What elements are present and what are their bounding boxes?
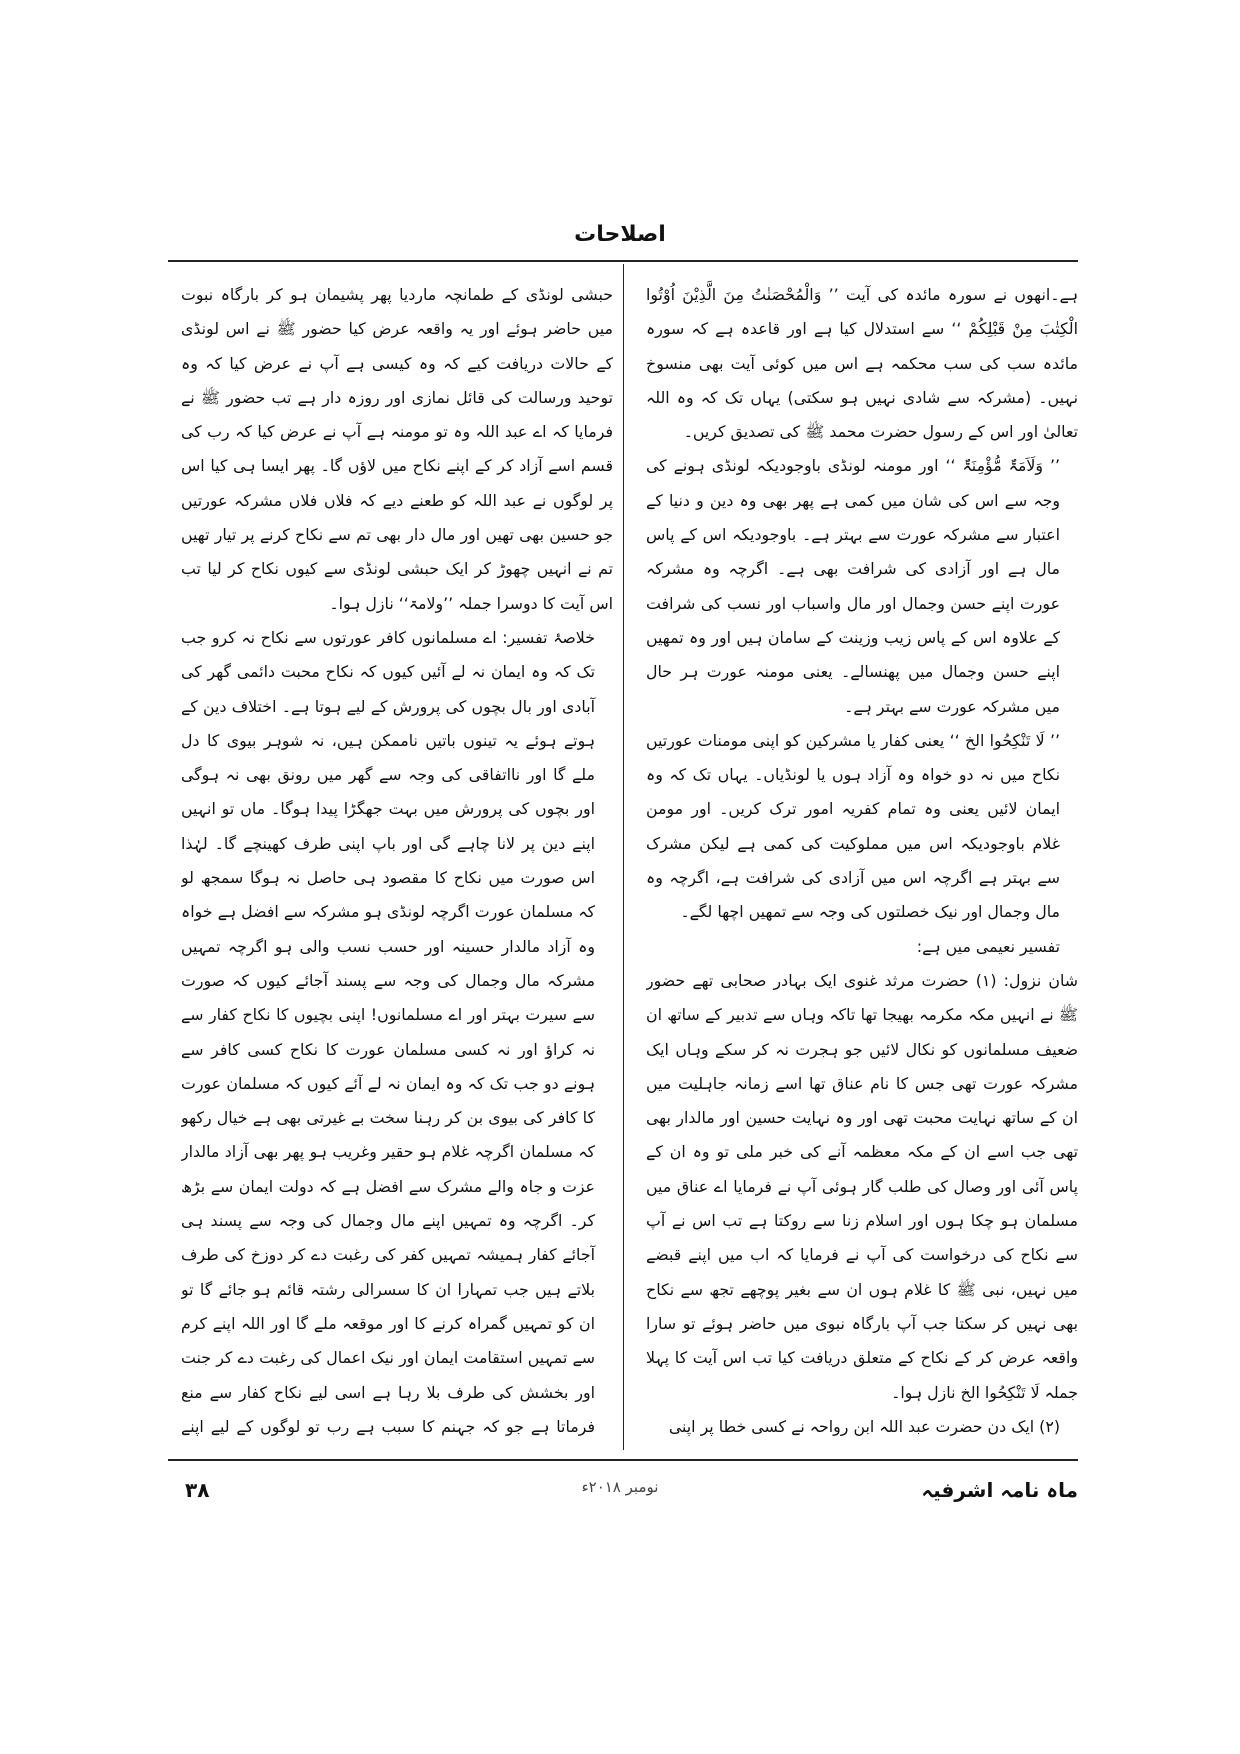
paragraph: ہے۔انھوں نے سورہ مائدہ کی آیت ’’ وَالْمُحْصَنٰتُ مِنَ الَّذِیْنَ اُوْتُوا الْکِتٰبَ مِنْ قَبْلِکُمْ ‘‘ سے استدلال کیا ہے اور قاعدہ ہے کہ سورہ مائدہ سب کی سب محکمہ ہے اس میں کوئی آیت بھی منسوخ نہیں۔ (مشرکہ سے شادی نہیں ہو سکتی) یہاں تک کہ وہ اللہ تعالیٰ اور اس کے رسول حضرت محمد ﷺ کی تصدیق کریں۔ bbox=[646, 285, 1078, 442]
paragraph: ’’ وَلَاَمَۃٌ مُّؤْمِنَۃٌ ‘‘ اور مومنہ لونڈی باوجودیکہ لونڈی ہونے کی وجہ سے اس کی شان میں کمی ہے پھر بھی وہ دین و دنیا کے اعتبار سے مشرکہ عورت سے بہتر ہے۔ باوجودیکہ اس کے پاس مال ہے اور آزادی کی شرافت بھی ہے۔ اگرچہ وہ مشرکہ عورت اپنے حسن وجمال اور مال واسباب اور نسب کی شرافت کے علاوہ اس کے پاس زیب وزینت کے سامان ہیں اور وہ تمھیں اپنے حسن وجمال میں پھنسالے۔ یعنی مومنہ عورت ہر حال میں مشرکہ عورت سے بہتر ہے۔ bbox=[646, 456, 1060, 716]
paragraph: (۲) ایک دن حضرت عبد اللہ ابن رواحہ نے کسی خطا پر اپنی bbox=[668, 1416, 1060, 1436]
paragraph: شان نزول: (۱) حضرت مرثد غنوی ایک بہادر صحابی تھے حضور ﷺ نے انہیں مکہ مکرمہ بھیجا تھا تاکہ وہاں سے تدبیر کے ساتھ ان ضعیف مسلمانوں کو نکال لائیں جو ہجرت نہ کر سکے وہاں ایک مشرکہ عورت تھی جس کا نام عناق تھا اسے زمانہ جاہلیت میں ان کے ساتھ نہایت محبت تھی اور وہ نہایت حسین اور مالدار بھی تھی جب اسے ان کے مکہ معظمہ آنے کی خبر ملی تو وہ ان کے پاس آئی اور وصال کی طلب گار ہوئی آپ نے فرمایا اے عناق میں مسلمان ہو چکا ہوں اور اسلام زنا سے روکتا ہے تب اس نے آپ سے نکاح کی درخواست کی آپ نے فرمایا کہ اب میں اپنے قبضے میں نہیں، نبی ﷺ کا غلام ہوں ان سے بغیر پوچھے تجھ سے نکاح بھی نہیں کر سکتا جب آپ بارگاہ نبوی میں حاضر ہوئے تو سارا واقعہ عرض کر کے نکاح کے متعلق دریافت کیا تب اس آیت کا پہلا جملہ لَا تَنْکِحُوا الخ نازل ہوا۔ bbox=[646, 970, 1078, 1402]
magazine-name: ماہ نامہ اشرفیہ bbox=[921, 1478, 1078, 1502]
paragraph: خلاصۂ تفسیر: اے مسلمانوں کافر عورتوں سے نکاح نہ کرو جب تک کہ وہ ایمان نہ لے آئیں کیوں کہ نکاح محبت دائمی گھر کی آبادی اور بال بچوں کی پرورش کے لیے ہوتا ہے۔ اختلاف دین کے ہوتے ہوئے یہ تینوں باتیں ناممکن ہیں، نہ شوہر بیوی کا دل ملے گا اور نااتفاقی کی وجہ سے گھر میں رونق بھی نہ ہوگی اور بچوں کی پرورش میں بہت جھگڑا پیدا ہوگا۔ ماں تو انہیں اپنے دین پر لانا چاہے گی اور باپ اپنی طرف کھینچے گا۔ لہٰذا اس صورت میں نکاح کا مقصود ہی حاصل نہ ہوگا سمجھ لو کہ مسلمان عورت اگرچہ لونڈی ہو مشرکہ سے افضل ہے خواہ وہ آزاد مالدار حسینہ اور حسب نسب والی ہو اگرچہ تمہیں مشرکہ مال وجمال کی وجہ سے پسند آجائے کیوں کہ صورت سے سیرت بہتر اور اے مسلمانوں! اپنی بچیوں کا نکاح کفار سے نہ کراؤ اور نہ کسی مسلمان عورت کا نکاح کسی کافر سے ہونے دو جب تک کہ وہ ایمان نہ لے آئے کیوں کہ مسلمان عورت کا کافر کی بیوی بن کر رہنا سخت بے غیرتی بھی ہے خیال رکھو کہ مسلمان اگرچہ غلام ہو حقیر وغریب ہو پھر بھی آزاد مالدار عزت و جاہ والے مشرک سے افضل ہے کہ دولت ایمان سے بڑھ کر۔ اگرچہ وہ تمہیں اپنے مال وجمال کی وجہ سے پسند ہی آجائے کفار ہمیشہ تمہیں کفر کی رغبت دے کر دوزخ کی طرف بلاتے ہیں جب تمہارا ان کا سسرالی رشتہ قائم ہو جائے گا تو ان کو تمہیں گمراہ کرنے کا اور موقعہ ملے گا اور اللہ اپنے کرم سے تمہیں استقامت ایمان اور نیک اعمال کی رغبت دے کر جنت اور بخشش کی طرف بلا رہا ہے اسی لیے نکاح کفار سے منع فرماتا ہے جو کہ جہنم کا سبب ہے رب تو لوگوں کے لیے اپنے bbox=[181, 627, 595, 1436]
column-divider bbox=[623, 264, 624, 1450]
header-rule bbox=[168, 260, 1078, 262]
subheading: تفسیر نعیمی میں ہے: bbox=[916, 936, 1060, 956]
paragraph: حبشی لونڈی کے طمانچہ ماردیا پھر پشیمان ہو کر بارگاہ نبوت میں حاضر ہوئے اور یہ واقعہ عرض کیا حضور ﷺ نے اس لونڈی کے حالات دریافت کیے کہ وہ کیسی ہے آپ نے عرض کیا کہ وہ توحید ورسالت کی قائل نمازی اور روزہ دار ہے تب حضور ﷺ نے فرمایا کہ اے عبد اللہ وہ تو مومنہ ہے آپ نے عرض کیا کہ رب کی قسم اسے آزاد کر کے اپنے نکاح میں لاؤں گا۔ پھر ایسا ہی کیا اس پر لوگوں نے عبد اللہ کو طعنے دیے کہ فلاں فلاں مشرکہ عورتیں جو حسین بھی تھیں اور مال دار بھی تم سے نکاح کرنے پر تیار تھیں تم نے انہیں چھوڑ کر ایک حبشی لونڈی سے کیوں نکاح کر لیا تب اس آیت کا دوسرا جملہ ’’ولامۃ‘‘ نازل ہوا۔ bbox=[181, 285, 613, 613]
left-column bbox=[181, 278, 613, 1443]
right-column bbox=[646, 278, 1078, 1443]
issue-date: نومبر ۲۰۱۸ء bbox=[581, 1478, 659, 1496]
paragraph: ’’ لَا تَنْکِحُوا الخ ‘‘ یعنی کفار یا مشرکین کو اپنی مومنات عورتیں نکاح میں نہ دو خواہ وہ آزاد ہوں یا لونڈیاں۔ یہاں تک کہ وہ ایمان لائیں یعنی وہ تمام کفریہ امور ترک کریں۔ اور مومن غلام باوجودیکہ اس میں مملوکیت کی کمی ہے لیکن مشرک سے بہتر ہے اگرچہ اس میں آزادی کی شرافت ہے، اگرچہ وہ مال وجمال اور نیک خصلتوں کی وجہ سے تمھیں اچھا لگے۔ bbox=[646, 730, 1060, 922]
page-number: ۳۸ bbox=[185, 1478, 210, 1502]
page-title: اصلاحات bbox=[574, 222, 666, 247]
footer-rule bbox=[168, 1459, 1078, 1461]
